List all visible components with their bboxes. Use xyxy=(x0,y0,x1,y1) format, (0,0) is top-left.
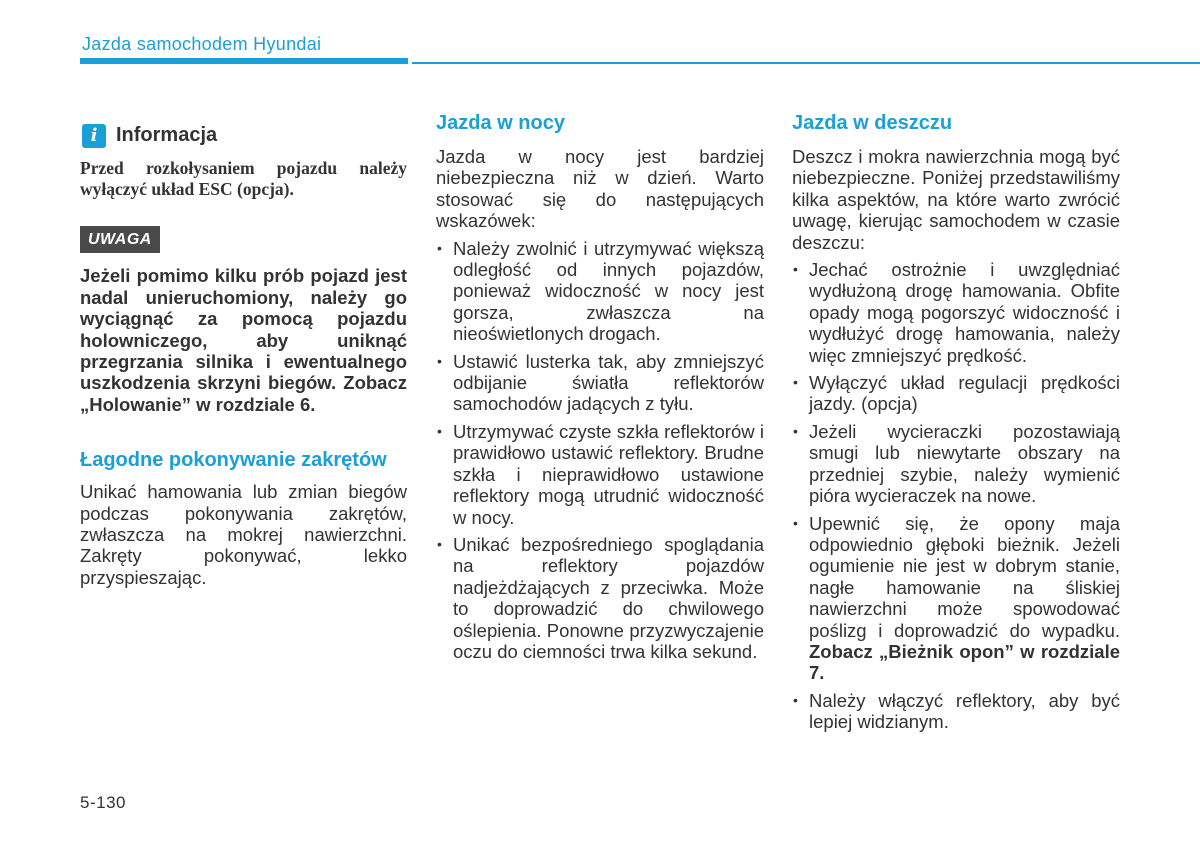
list-item-text: Jeżeli wycieraczki pozostawiają smugi lub niewytarte obszary na przedniej szybie, należy wymienić pióra wycieraczek na nowe. xyxy=(809,420,1120,507)
warning-badge: UWAGA xyxy=(80,226,160,253)
section-heading-rain: Jazda w deszczu xyxy=(792,112,953,134)
bullet-icon: • xyxy=(437,535,442,552)
warning-text: Jeżeli pomimo kilku prób pojazd jest nadal unieruchomiony, należy go wyciągnąć za pomocą pojazdu holowniczego, aby uniknąć przegrzania silnika i ewentualnego uszkodzenia skrzyni biegów. Zobacz „Holowanie” w rozdziale 6. xyxy=(80,265,407,415)
list-item xyxy=(792,513,1120,684)
running-header: Jazda samochodem Hyundai xyxy=(82,34,322,54)
header-rule xyxy=(412,62,1200,64)
info-icon: i xyxy=(82,124,106,148)
list-item-text: Unikać bezpośredniego spoglądania na reflektory pojazdów nadjeżdżających z przeciwka. Może to doprowadzić do chwilowego oślepienia. Ponowne przyzwyczajenie oczu do ciemności trwa kilka sekund. xyxy=(453,533,764,662)
list-item-text: Należy włączyć reflektory, aby być lepiej widzianym. xyxy=(809,689,1120,733)
list-item xyxy=(436,238,764,345)
list-item xyxy=(792,421,1120,507)
rain-intro: Deszcz i mokra nawierzchnia mogą być niebezpieczne. Poniżej przedstawiliśmy kilka aspektów, na które warto zwrócić uwagę, kierując samochodem w czasie deszczu: xyxy=(792,146,1120,253)
list-item xyxy=(436,351,764,415)
list-item xyxy=(792,690,1120,733)
header-accent-bar xyxy=(80,58,408,64)
info-text: Przed rozkołysaniem pojazdu należy wyłączyć układ ESC (opcja). xyxy=(80,158,407,199)
list-item-text: Wyłączyć układ regulacji prędkości jazdy. (opcja) xyxy=(809,372,1120,415)
curves-paragraph: Unikać hamowania lub zmian biegów podczas pokonywania zakrętów, zwłaszcza na mokrej nawierzchni. Zakręty pokonywać, lekko przyspieszając. xyxy=(80,481,407,588)
section-heading-curves: Łagodne pokonywanie zakrętów xyxy=(80,449,387,472)
column-middle xyxy=(436,112,764,668)
list-item-text: Należy zwolnić i utrzymywać większą odległość od innych pojazdów, ponieważ widoczność w nocy jest gorsza, zwłaszcza na nieoświetlonych drogach. xyxy=(453,237,764,345)
info-box-header xyxy=(80,124,407,148)
bullet-icon: • xyxy=(437,422,442,439)
section-heading-night: Jazda w nocy xyxy=(436,112,565,134)
bullet-icon: • xyxy=(793,514,798,531)
list-item xyxy=(436,534,764,662)
bullet-icon: • xyxy=(793,691,798,708)
bullet-icon: • xyxy=(437,352,442,369)
list-item xyxy=(436,421,764,528)
night-bullet-list xyxy=(436,238,764,663)
bullet-icon: • xyxy=(793,261,798,278)
bullet-icon: • xyxy=(437,239,442,256)
info-title: Informacja xyxy=(116,124,218,147)
list-item-text: Ustawić lusterka tak, aby zmniejszyć odbijanie światła reflektorów samochodów jadących z tyłu. xyxy=(453,350,764,415)
list-item-text: Upewnić się, że opony maja odpowiednio głęboki bieżnik. Jeżeli ogumienie nie jest w dobrym stanie, nagłe hamowanie na śliskiej nawierzchni może spowodować poślizg i doprowadzić do wypadku. xyxy=(809,512,1120,641)
column-left xyxy=(80,112,407,588)
bullet-icon: • xyxy=(793,422,798,439)
bullet-icon: • xyxy=(793,374,798,391)
rain-bullet-list xyxy=(792,259,1120,733)
column-right xyxy=(792,112,1120,739)
cross-reference: Zobacz „Bieżnik opon” w rozdziale 7. xyxy=(809,640,1120,684)
night-intro: Jazda w nocy jest bardziej niebezpieczna niż w dzień. Warto stosować się do następujących wskazówek: xyxy=(436,146,764,232)
list-item-text: Utrzymywać czyste szkła reflektorów i prawidłowo ustawić reflektory. Brudne szkła i nieprawidłowo ustawione reflektory mogą utrudnić widoczność w nocy. xyxy=(453,420,764,528)
list-item xyxy=(792,259,1120,366)
page-number: 5-130 xyxy=(80,793,126,812)
list-item xyxy=(792,372,1120,415)
list-item-text: Jechać ostrożnie i uwzględniać wydłużoną drogę hamowania. Obfite opady mogą pogorszyć widoczność i wydłużyć drogę hamowania, należy więc zmniejszyć prędkość. xyxy=(809,259,1120,366)
